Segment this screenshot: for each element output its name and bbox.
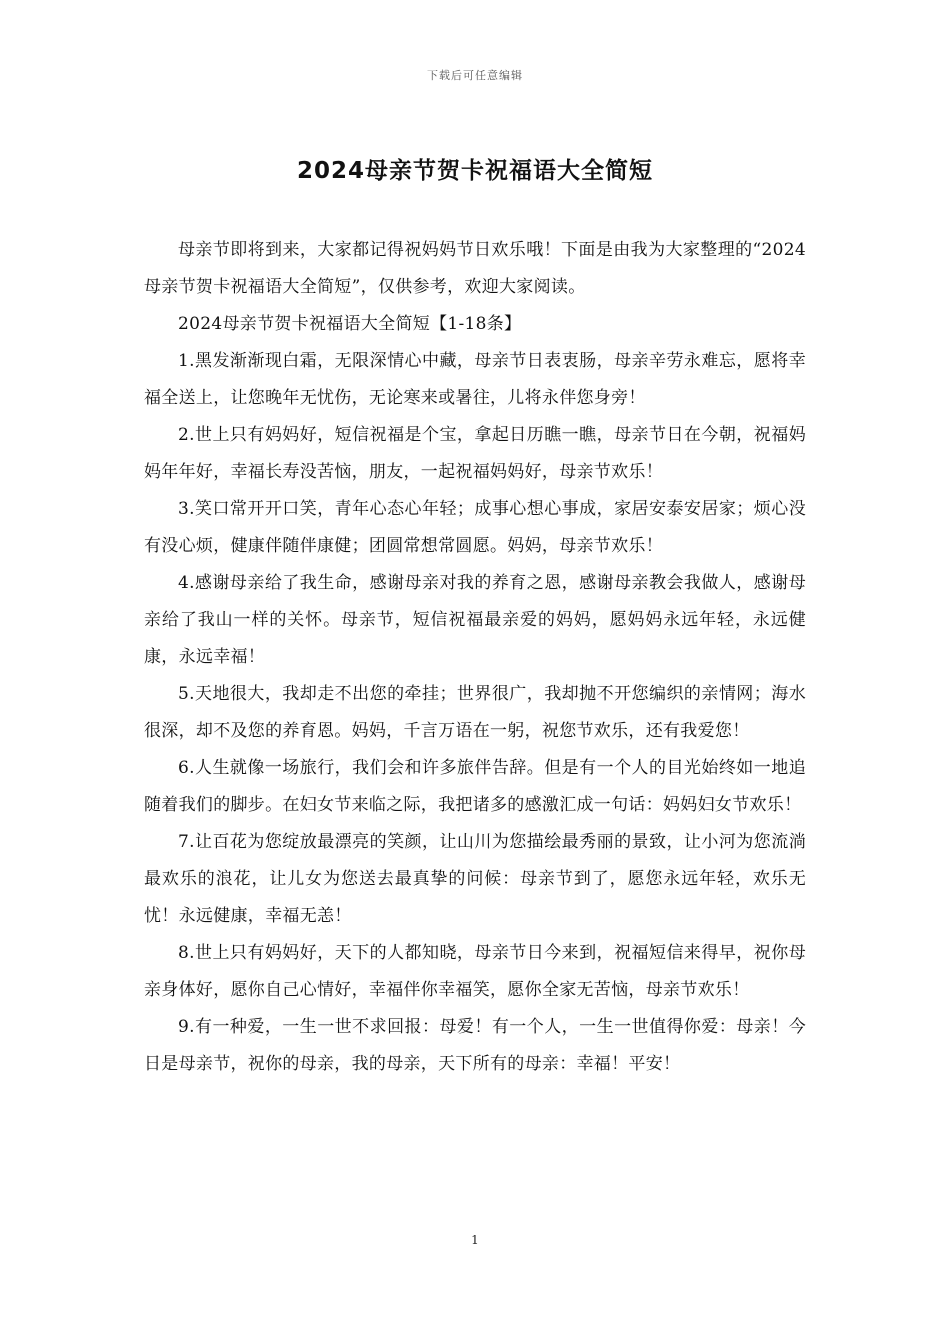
page-number: 1 — [471, 1233, 479, 1247]
paragraph-item-2: 2.世上只有妈妈好，短信祝福是个宝，拿起日历瞧一瞧，母亲节日在今朝，祝福妈妈年年好，幸福长寿没苦恼，朋友，一起祝福妈妈好，母亲节欢乐！ — [144, 425, 806, 482]
paragraph-item-9: 9.有一种爱，一生一世不求回报：母爱！有一个人，一生一世值得你爱：母亲！今日是母亲节，祝你的母亲，我的母亲，天下所有的母亲：幸福！平安！ — [144, 1017, 806, 1074]
paragraph-item-3: 3.笑口常开开口笑，青年心态心年轻；成事心想心事成，家居安泰安居家；烦心没有没心烦，健康伴随伴康健；团圆常想常圆愿。妈妈，母亲节欢乐！ — [144, 499, 806, 556]
document-title: 2024母亲节贺卡祝福语大全简短 — [296, 158, 653, 184]
paragraph-item-4: 4.感谢母亲给了我生命，感谢母亲对我的养育之恩，感谢母亲教会我做人，感谢母亲给了我山一样的关怀。母亲节，短信祝福最亲爱的妈妈，愿妈妈永远年轻，永远健康，永远幸福！ — [144, 573, 806, 667]
paragraph-intro: 母亲节即将到来，大家都记得祝妈妈节日欢乐哦！下面是由我为大家整理的“2024母亲节贺卡祝福语大全简短”，仅供参考，欢迎大家阅读。 — [144, 240, 806, 297]
paragraph-section-heading: 2024母亲节贺卡祝福语大全简短【1-18条】 — [178, 314, 522, 334]
paragraph-item-1: 1.黑发渐渐现白霜，无限深情心中藏，母亲节日表衷肠，母亲辛劳永难忘，愿将幸福全送上，让您晚年无忧伤，无论寒来或暑往，儿将永伴您身旁！ — [144, 351, 806, 408]
header-note: 下载后可任意编辑 — [427, 69, 523, 82]
document-body — [144, 232, 806, 1083]
paragraph-item-5: 5.天地很大，我却走不出您的牵挂；世界很广，我却抛不开您编织的亲情网；海水很深，却不及您的养育恩。妈妈，千言万语在一躬，祝您节欢乐，还有我爱您！ — [144, 684, 806, 741]
paragraph-item-6: 6.人生就像一场旅行，我们会和许多旅伴告辞。但是有一个人的目光始终如一地追随着我们的脚步。在妇女节来临之际，我把诸多的感激汇成一句话：妈妈妇女节欢乐！ — [144, 758, 806, 815]
paragraph-item-8: 8.世上只有妈妈好，天下的人都知晓，母亲节日今来到，祝福短信来得早，祝你母亲身体好，愿你自己心情好，幸福伴你幸福笑，愿你全家无苦恼，母亲节欢乐！ — [144, 943, 806, 1000]
paragraph-item-7: 7.让百花为您绽放最漂亮的笑颜，让山川为您描绘最秀丽的景致，让小河为您流淌最欢乐的浪花，让儿女为您送去最真挚的问候：母亲节到了，愿您永远年轻，欢乐无忧！永远健康，幸福无恙！ — [144, 832, 806, 926]
